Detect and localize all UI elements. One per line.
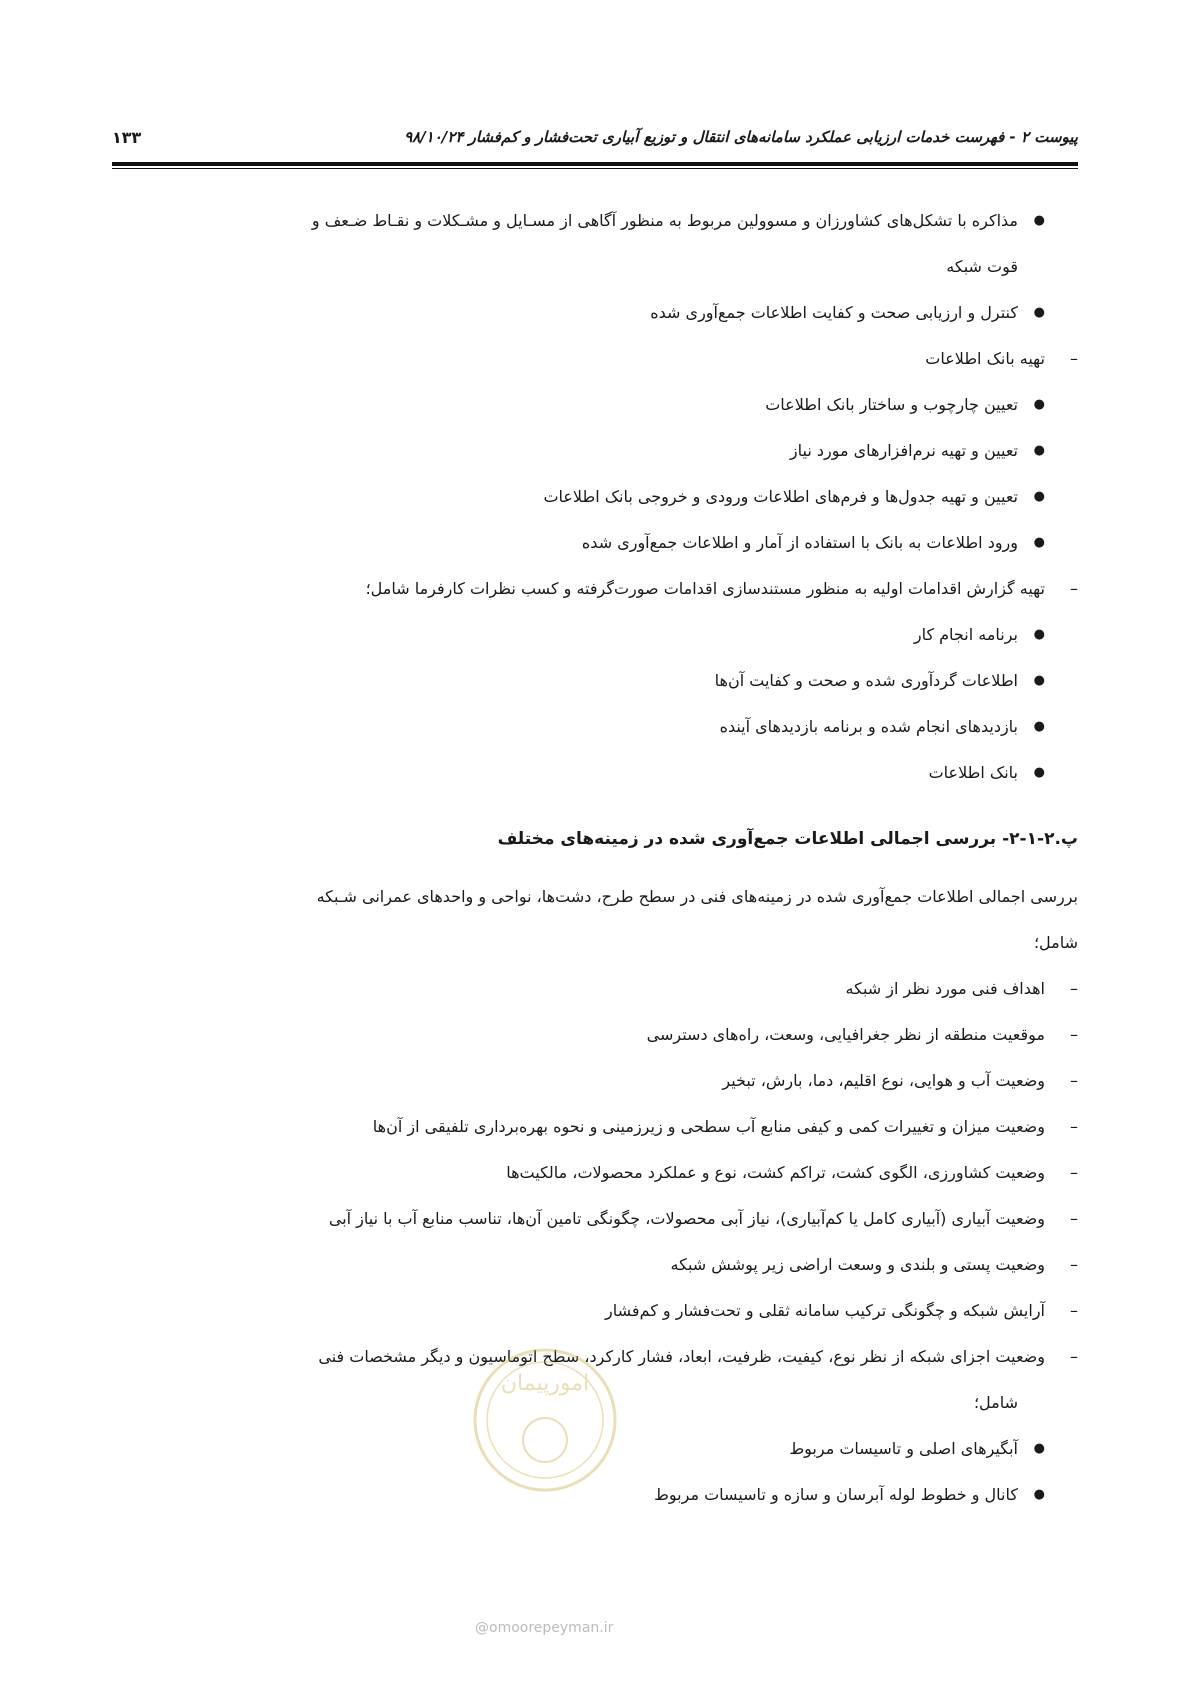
dash-icon: – xyxy=(1070,1301,1078,1320)
list-item-text: بانک اطلاعات xyxy=(928,763,1018,782)
header-rule xyxy=(112,162,1078,166)
list-item xyxy=(112,1288,1078,1334)
dash-icon: – xyxy=(1070,349,1078,368)
list-item-text: وضعیت کشاورزی، الگوی کشت، تراکم کشت، نوع و عملکرد محصولات، مالکیت‌ها xyxy=(506,1163,1045,1182)
header-title: پیوست ۲ - فهرست خدمات ارزیابی عملکرد سامانه‌های انتقال و توزیع آبیاری تحت‌فشار و کم‌فشار ۹۸/۱۰/۲۴ xyxy=(404,128,1078,146)
dash-icon: – xyxy=(1070,1071,1078,1090)
page-body xyxy=(112,198,1078,1518)
list-item xyxy=(112,1150,1078,1196)
list-item-text: برنامه انجام کار xyxy=(913,625,1018,644)
list-item xyxy=(112,474,1078,520)
list-item-text: تهیه گزارش اقدامات اولیه به منظور مستندسازی اقدامات صورت‌گرفته و کسب نظرات کارفرما شامل؛ xyxy=(365,579,1045,598)
list-item xyxy=(112,658,1078,704)
stamp-text: امورپیمان xyxy=(500,1371,590,1396)
list-item xyxy=(112,336,1078,382)
list-item xyxy=(112,1012,1078,1058)
dash-icon: – xyxy=(1070,1209,1078,1228)
dash-icon: – xyxy=(1070,1255,1078,1274)
bullet-icon: ● xyxy=(1033,443,1045,458)
watermark-url: @omoorepeyman.ir xyxy=(475,1620,614,1636)
bullet-icon: ● xyxy=(1033,535,1045,550)
bullet-icon: ● xyxy=(1033,397,1045,412)
list-item-text: شامل؛ xyxy=(973,1393,1018,1412)
list-item-text: موقعیت منطقه از نظر جغرافیایی، وسعت، راه‌های دسترسی xyxy=(646,1025,1045,1044)
list-item-text: کانال و خطوط لوله آبرسان و سازه و تاسیسات مربوط xyxy=(654,1485,1018,1504)
list-item-text: اهداف فنی مورد نظر از شبکه xyxy=(845,979,1045,998)
list-item-text: وضعیت میزان و تغییرات کمی و کیفی منابع آب سطحی و زیرزمینی و نحوه بهره‌برداری تلفیقی از آن‌ها xyxy=(372,1117,1045,1136)
list-item-text: وضعیت پستی و بلندی و وسعت اراضی زیر پوشش شبکه xyxy=(670,1255,1045,1274)
list-item-text: آبگیرهای اصلی و تاسیسات مربوط xyxy=(789,1439,1018,1458)
list-item-text: تعیین و تهیه جدول‌ها و فرم‌های اطلاعات ورودی و خروجی بانک اطلاعات xyxy=(543,487,1018,506)
list-item xyxy=(112,704,1078,750)
list-item-text: قوت شبکه xyxy=(946,257,1018,276)
list-item xyxy=(112,566,1078,612)
list-item-text: وضعیت اجزای شبکه از نظر نوع، کیفیت، ظرفیت، ابعاد، فشار کارکرد، سطح اتوماسیون و دیگر مشخصات فنی xyxy=(318,1347,1045,1366)
list-item-text: کنترل و ارزیابی صحت و کفایت اطلاعات جمع‌آوری شده xyxy=(650,303,1018,322)
list-item xyxy=(112,1058,1078,1104)
list-item xyxy=(112,198,1078,244)
dash-icon: – xyxy=(1070,979,1078,998)
stamp-watermark-icon xyxy=(470,1345,620,1495)
bullet-icon: ● xyxy=(1033,765,1045,780)
list-item xyxy=(112,382,1078,428)
bullet-icon: ● xyxy=(1033,1487,1045,1502)
bullet-icon: ● xyxy=(1033,489,1045,504)
list-item-text: وضعیت آب و هوایی، نوع اقلیم، دما، بارش، تبخیر xyxy=(722,1071,1045,1090)
list-item xyxy=(112,750,1078,796)
list-item-continuation xyxy=(112,244,1078,290)
list-item xyxy=(112,1104,1078,1150)
section-paragraph-cont: شامل؛ xyxy=(1033,933,1078,952)
section-heading: پ.۲-۱-۲- بررسی اجمالی اطلاعات جمع‌آوری شده در زمینه‌های مختلف xyxy=(497,829,1078,849)
list-item-text: وضعیت آبیاری (آبیاری کامل یا کم‌آبیاری)، نیاز آبی محصولات، چگونگی تامین آن‌ها، تناسب منابع آب با نیاز آبی xyxy=(328,1209,1045,1228)
bullet-icon: ● xyxy=(1033,627,1045,642)
list-item xyxy=(112,966,1078,1012)
dash-icon: – xyxy=(1070,1163,1078,1182)
list-item-text: مذاکره با تشکل‌های کشاورزان و مسوولین مربوط به منظور آگاهی از مسـایل و مشـکلات و نقـاط ضـعف و xyxy=(311,211,1018,230)
dash-icon: – xyxy=(1070,1025,1078,1044)
dash-icon: – xyxy=(1070,1347,1078,1366)
bullet-icon: ● xyxy=(1033,305,1045,320)
list-item xyxy=(112,428,1078,474)
dash-icon: – xyxy=(1070,579,1078,598)
list-item-text: آرایش شبکه و چگونگی ترکیب سامانه ثقلی و تحت‌فشار و کم‌فشار xyxy=(605,1301,1045,1320)
section-paragraph: بررسی اجمالی اطلاعات جمع‌آوری شده در زمینه‌های فنی در سطح طرح، دشت‌ها، نواحی و واحدهای عمرانی شـبکه xyxy=(316,887,1078,906)
page-header xyxy=(112,128,1078,158)
list-item-text: تعیین چارچوب و ساختار بانک اطلاعات xyxy=(765,395,1018,414)
list-item xyxy=(112,520,1078,566)
dash-icon: – xyxy=(1070,1117,1078,1136)
list-item-text: بازدیدهای انجام شده و برنامه بازدیدهای آینده xyxy=(719,717,1018,736)
list-item-text: اطلاعات گردآوری شده و صحت و کفایت آن‌ها xyxy=(714,671,1018,690)
bullet-icon: ● xyxy=(1033,213,1045,228)
list-item-text: تهیه بانک اطلاعات xyxy=(925,349,1045,368)
list-item xyxy=(112,1196,1078,1242)
bullet-icon: ● xyxy=(1033,1441,1045,1456)
list-item-text: تعیین و تهیه نرم‌افزارهای مورد نیاز xyxy=(789,441,1018,460)
bullet-icon: ● xyxy=(1033,673,1045,688)
list-item xyxy=(112,1242,1078,1288)
list-item xyxy=(112,290,1078,336)
page-number: ۱۳۳ xyxy=(112,128,142,147)
list-item xyxy=(112,612,1078,658)
header-rule-thin xyxy=(112,168,1078,169)
bullet-icon: ● xyxy=(1033,719,1045,734)
list-item-text: ورود اطلاعات به بانک با استفاده از آمار و اطلاعات جمع‌آوری شده xyxy=(581,533,1018,552)
list-block-1 xyxy=(112,198,1078,796)
